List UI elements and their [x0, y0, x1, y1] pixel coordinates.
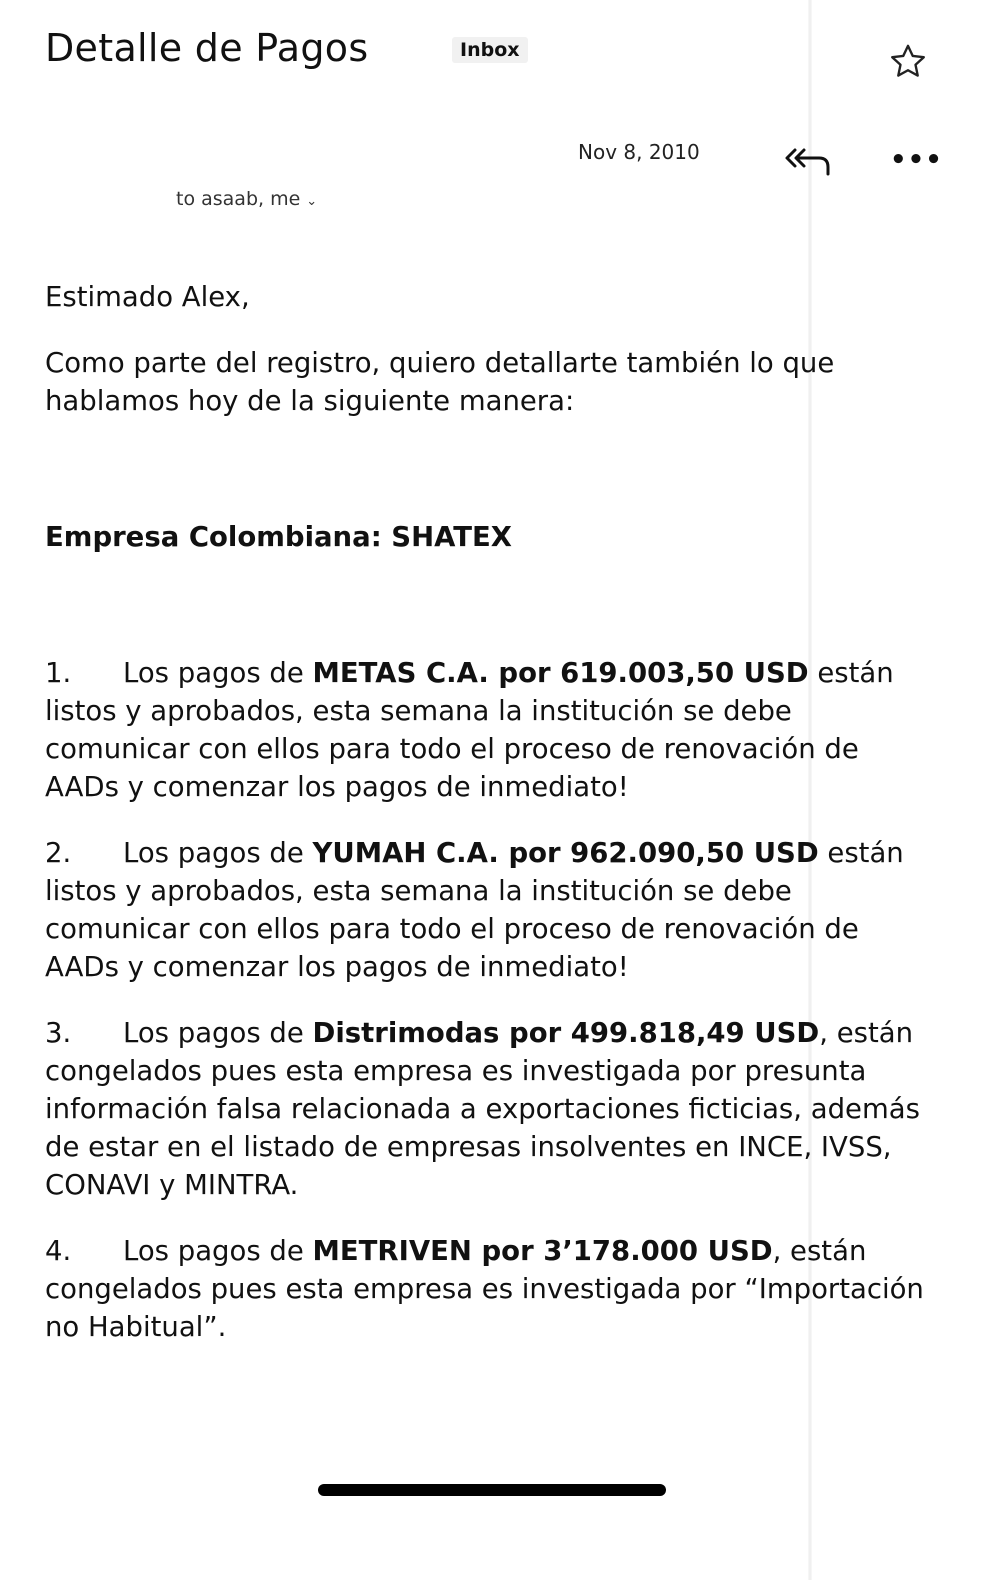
star-icon[interactable] — [886, 40, 930, 84]
payment-amount: YUMAH C.A. por 962.090,50 USD — [312, 837, 819, 869]
payment-amount: Distrimodas por 499.818,49 USD — [312, 1017, 820, 1049]
payment-item-3: 3. Los pagos de Distrimodas por 499.818,49 USD, están congelados pues esta empresa es investigada por presunta información falsa relacionada a exportaciones ficticias, además de estar en el listado de empresas insolventes en INCE, IVSS, CONAVI y MINTRA. — [45, 1014, 925, 1204]
item-number: 1. — [45, 657, 72, 689]
company-label: Empresa Colombiana: SHATEX — [45, 521, 512, 553]
payment-item-1: 1. Los pagos de METAS C.A. por 619.003,50 USD están listos y aprobados, esta semana la institución se debe comunicar con ellos para todo el proceso de renovación de AADs y comenzar los pagos de inmediato! — [45, 654, 925, 806]
email-date: Nov 8, 2010 — [578, 140, 700, 164]
redaction-bar — [318, 1484, 666, 1496]
payment-item-2: 2. Los pagos de YUMAH C.A. por 962.090,50 USD están listos y aprobados, esta semana la institución se debe comunicar con ellos para todo el proceso de renovación de AADs y comenzar los pagos de inmediato! — [45, 834, 925, 986]
email-subject: Detalle de Pagos — [45, 26, 369, 70]
greeting: Estimado Alex, — [45, 281, 250, 313]
intro-paragraph: Como parte del registro, quiero detallarte también lo que hablamos hoy de la siguiente manera: — [45, 347, 835, 417]
email-body — [45, 278, 925, 1374]
more-options-icon[interactable]: ••• — [890, 145, 943, 175]
payment-amount: METRIVEN por 3’178.000 USD — [312, 1235, 773, 1267]
recipients-toggle[interactable] — [176, 188, 317, 210]
payment-item-4: 4. Los pagos de METRIVEN por 3’178.000 USD, están congelados pues esta empresa es investigada por “Importación no Habitual”. — [45, 1232, 925, 1346]
item-number: 2. — [45, 837, 72, 869]
chevron-down-icon: ⌄ — [306, 194, 318, 209]
payment-amount: METAS C.A. por 619.003,50 USD — [312, 657, 809, 689]
item-number: 4. — [45, 1235, 72, 1267]
inbox-label-badge[interactable]: Inbox — [452, 37, 528, 63]
recipients-text: to asaab, me — [176, 188, 301, 210]
reply-all-icon[interactable] — [783, 144, 835, 180]
item-number: 3. — [45, 1017, 72, 1049]
